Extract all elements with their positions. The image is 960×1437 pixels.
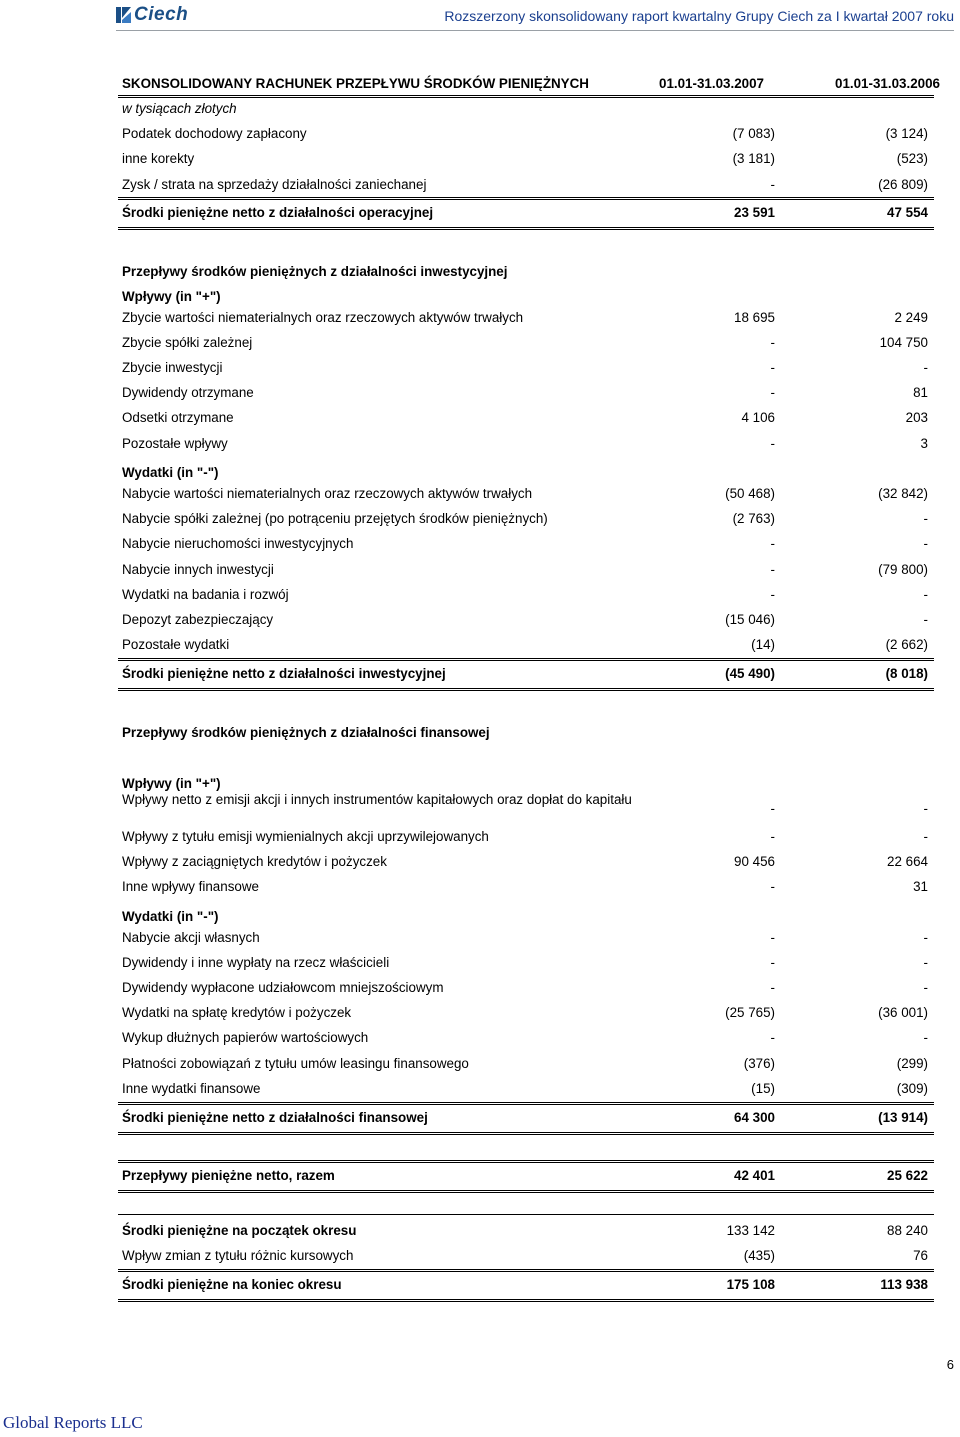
row-label: Nabycie spółki zależnej (po potrąceniu przejętych środków pieniężnych) (122, 511, 548, 526)
row-value-2007: (15 046) (725, 612, 775, 627)
row-value-2007: (7 083) (732, 126, 775, 141)
row-label: Środki pieniężne na początek okresu (122, 1223, 357, 1238)
investing-heading: Przepływy środków pieniężnych z działalności inwestycyjnej (122, 264, 508, 279)
report-title: Rozszerzony skonsolidowany raport kwartalny Grupy Ciech za I kwartał 2007 roku (444, 8, 954, 24)
statement-title: SKONSOLIDOWANY RACHUNEK PRZEPŁYWU ŚRODKÓW PIENIĘŻNYCH (122, 76, 589, 91)
subsection-heading (118, 289, 934, 305)
row-value-2006: (309) (896, 1081, 928, 1096)
table-row (118, 980, 934, 996)
table-row (118, 360, 934, 376)
period-1-header: 01.01-31.03.2007 (659, 76, 764, 91)
row-value-2006: (299) (896, 1056, 928, 1071)
row-label: Zysk / strata na sprzedaży działalności zaniechanej (122, 177, 427, 192)
row-value-2006: 22 664 (887, 854, 928, 869)
logo-text: Ciech (134, 4, 189, 25)
row-label: Wydatki na spłatę kredytów i pożyczek (122, 1005, 352, 1020)
statement-title-row (118, 76, 940, 92)
table-row (118, 385, 934, 401)
table-row (118, 829, 934, 845)
row-value-2007: - (770, 335, 775, 350)
company-logo (116, 5, 188, 25)
row-label: inne korekty (122, 151, 195, 166)
row-label: Nabycie innych inwestycji (122, 562, 274, 577)
row-label: Wydatki na badania i rozwój (122, 587, 289, 602)
row-value-2007: - (770, 879, 775, 894)
header-divider (116, 30, 954, 31)
table-row (118, 1081, 934, 1097)
subtotal-rule (118, 1102, 934, 1105)
row-value-2006: - (923, 930, 928, 945)
table-row (118, 126, 934, 142)
row-value-2006: 47 554 (887, 205, 928, 220)
row-value-2007: 42 401 (734, 1168, 775, 1183)
row-label: Inne wpływy finansowe (122, 879, 259, 894)
unit-row (118, 101, 934, 117)
table-row (118, 310, 934, 326)
page-header (0, 0, 960, 30)
row-label: Przepływy pieniężne netto, razem (122, 1168, 335, 1183)
row-value-2007: (50 468) (725, 486, 775, 501)
total-rule (118, 1299, 934, 1302)
total-rule (118, 227, 934, 230)
row-value-2007: - (770, 829, 775, 844)
row-value-2007: 90 456 (734, 854, 775, 869)
footer-text: Global Reports LLC (3, 1413, 143, 1432)
row-label: Depozyt zabezpieczający (122, 612, 274, 627)
row-label: Podatek dochodowy zapłacony (122, 126, 307, 141)
row-value-2006: - (923, 801, 928, 816)
total-rule (118, 1132, 934, 1135)
row-value-2007: - (770, 177, 775, 192)
subsection-heading (118, 465, 934, 481)
row-label: Dywidendy otrzymane (122, 385, 254, 400)
table-row (118, 562, 934, 578)
total-rule (118, 688, 934, 691)
row-value-2006: (79 800) (878, 562, 928, 577)
row-value-2006: (13 914) (878, 1110, 928, 1125)
row-label: Płatności zobowiązań z tytułu umów leasingu finansowego (122, 1056, 469, 1071)
row-value-2006: (8 018) (885, 666, 928, 681)
row-value-2007: (15) (751, 1081, 775, 1096)
row-value-2007: 23 591 (734, 205, 775, 220)
row-value-2006: 76 (913, 1248, 928, 1263)
row-value-2007: (45 490) (725, 666, 775, 681)
row-label: Zbycie spółki zależnej (122, 335, 253, 350)
row-label: Zbycie wartości niematerialnych oraz rzeczowych aktywów trwałych (122, 310, 524, 325)
row-label: Środki pieniężne na koniec okresu (122, 1277, 342, 1292)
investing-total-row (118, 666, 934, 682)
row-value-2007: - (770, 955, 775, 970)
row-label: Pozostałe wpływy (122, 436, 228, 451)
table-row (118, 151, 934, 167)
fx-effect-row (118, 1248, 934, 1264)
row-label: Dywidendy i inne wypłaty na rzecz właścicieli (122, 955, 390, 970)
cash-end-row (118, 1277, 934, 1293)
ciech-logo-icon (116, 6, 132, 24)
row-label: Odsetki otrzymane (122, 410, 234, 425)
unit-label: w tysiącach złotych (122, 101, 237, 116)
table-row (118, 612, 934, 628)
table-row (118, 486, 934, 502)
outflows-heading: Wydatki (in "-") (122, 465, 219, 480)
row-label: Wpływy z tytułu emisji wymienialnych akcji uprzywilejowanych (122, 829, 489, 844)
row-value-2007: - (770, 562, 775, 577)
row-value-2006: 104 750 (879, 335, 928, 350)
row-value-2006: 2 249 (894, 310, 928, 325)
row-label: Środki pieniężne netto z działalności inwestycyjnej (122, 666, 446, 681)
row-value-2006: 203 (905, 410, 928, 425)
row-value-2006: (32 842) (878, 486, 928, 501)
header-rule (118, 95, 934, 98)
row-label: Nabycie akcji własnych (122, 930, 260, 945)
row-value-2007: (14) (751, 637, 775, 652)
row-value-2006: - (923, 612, 928, 627)
row-value-2006: - (923, 955, 928, 970)
row-value-2007: 18 695 (734, 310, 775, 325)
row-value-2007: 64 300 (734, 1110, 775, 1125)
row-value-2006: 88 240 (887, 1223, 928, 1238)
row-value-2006: 3 (920, 436, 928, 451)
row-value-2007: 175 108 (726, 1277, 775, 1292)
row-value-2006: - (923, 829, 928, 844)
total-rule (118, 1190, 934, 1193)
table-row (118, 335, 934, 351)
table-row (118, 1030, 934, 1046)
row-value-2006: (2 662) (885, 637, 928, 652)
cash-begin-row (118, 1223, 934, 1239)
period-2-header: 01.01-31.03.2006 (835, 76, 940, 91)
row-label: Nabycie nieruchomości inwestycyjnych (122, 536, 354, 551)
row-label: Inne wydatki finansowe (122, 1081, 261, 1096)
row-value-2006: - (923, 360, 928, 375)
row-value-2006: - (923, 1030, 928, 1045)
row-label: Środki pieniężne netto z działalności finansowej (122, 1110, 428, 1125)
row-value-2007: - (770, 360, 775, 375)
table-row (118, 955, 934, 971)
row-value-2007: - (770, 587, 775, 602)
row-value-2006: 81 (913, 385, 928, 400)
row-value-2006: (36 001) (878, 1005, 928, 1020)
row-value-2007: - (770, 801, 775, 816)
subtotal-rule (118, 197, 934, 200)
row-value-2007: (25 765) (725, 1005, 775, 1020)
row-value-2007: - (770, 385, 775, 400)
row-value-2007: 133 142 (726, 1223, 775, 1238)
row-value-2006: 25 622 (887, 1168, 928, 1183)
row-label: Wpływy z zaciągniętych kredytów i pożyczek (122, 854, 387, 869)
row-value-2007: - (770, 1030, 775, 1045)
table-row (118, 436, 934, 452)
row-label: Zbycie inwestycji (122, 360, 223, 375)
inflows-heading: Wpływy (in "+") (122, 289, 221, 304)
row-value-2007: - (770, 536, 775, 551)
row-label: Pozostałe wydatki (122, 637, 230, 652)
row-value-2007: (2 763) (732, 511, 775, 526)
inflows-heading: Wpływy (in "+") (122, 776, 221, 791)
row-value-2007: (3 181) (732, 151, 775, 166)
subtotal-rule (118, 1269, 934, 1272)
net-flows-row (118, 1168, 934, 1184)
row-label: Środki pieniężne netto z działalności operacyjnej (122, 205, 434, 220)
row-value-2006: (26 809) (878, 177, 928, 192)
row-value-2007: (376) (743, 1056, 775, 1071)
row-value-2007: 4 106 (741, 410, 775, 425)
outflows-heading: Wydatki (in "-") (122, 909, 219, 924)
row-label: Nabycie wartości niematerialnych oraz rzeczowych aktywów trwałych (122, 486, 533, 501)
table-row (118, 511, 934, 527)
section-heading (118, 725, 934, 741)
section-rule (118, 1214, 934, 1215)
page-number: 6 (946, 1357, 954, 1372)
row-label: Wpływy netto z emisji akcji i innych instrumentów kapitałowych oraz dopłat do kapitału (122, 792, 632, 807)
section-heading (118, 264, 934, 280)
operating-total-row (118, 205, 934, 221)
table-row (118, 177, 934, 193)
table-row (118, 587, 934, 603)
row-label: Dywidendy wypłacone udziałowcom mniejszościowym (122, 980, 444, 995)
row-value-2006: 31 (913, 879, 928, 894)
table-row (118, 879, 934, 895)
row-label: Wpływ zmian z tytułu różnic kursowych (122, 1248, 354, 1263)
row-value-2007: - (770, 980, 775, 995)
row-value-2006: - (923, 980, 928, 995)
row-value-2006: (3 124) (885, 126, 928, 141)
subtotal-rule (118, 1160, 934, 1163)
row-value-2006: - (923, 587, 928, 602)
table-row (118, 792, 934, 826)
row-value-2007: - (770, 436, 775, 451)
row-value-2006: - (923, 536, 928, 551)
row-value-2006: (523) (896, 151, 928, 166)
subtotal-rule (118, 658, 934, 661)
row-value-2006: - (923, 511, 928, 526)
row-value-2007: - (770, 930, 775, 945)
table-row (118, 1056, 934, 1072)
table-row (118, 1005, 934, 1021)
table-row (118, 930, 934, 946)
table-row (118, 854, 934, 870)
subsection-heading (118, 909, 934, 925)
financing-heading: Przepływy środków pieniężnych z działalności finansowej (122, 725, 490, 740)
table-row (118, 410, 934, 426)
subsection-heading (118, 776, 934, 792)
row-value-2006: 113 938 (880, 1277, 928, 1292)
table-row (118, 637, 934, 653)
financing-total-row (118, 1110, 934, 1126)
row-label: Wykup dłużnych papierów wartościowych (122, 1030, 369, 1045)
table-row (118, 536, 934, 552)
row-value-2007: (435) (743, 1248, 775, 1263)
